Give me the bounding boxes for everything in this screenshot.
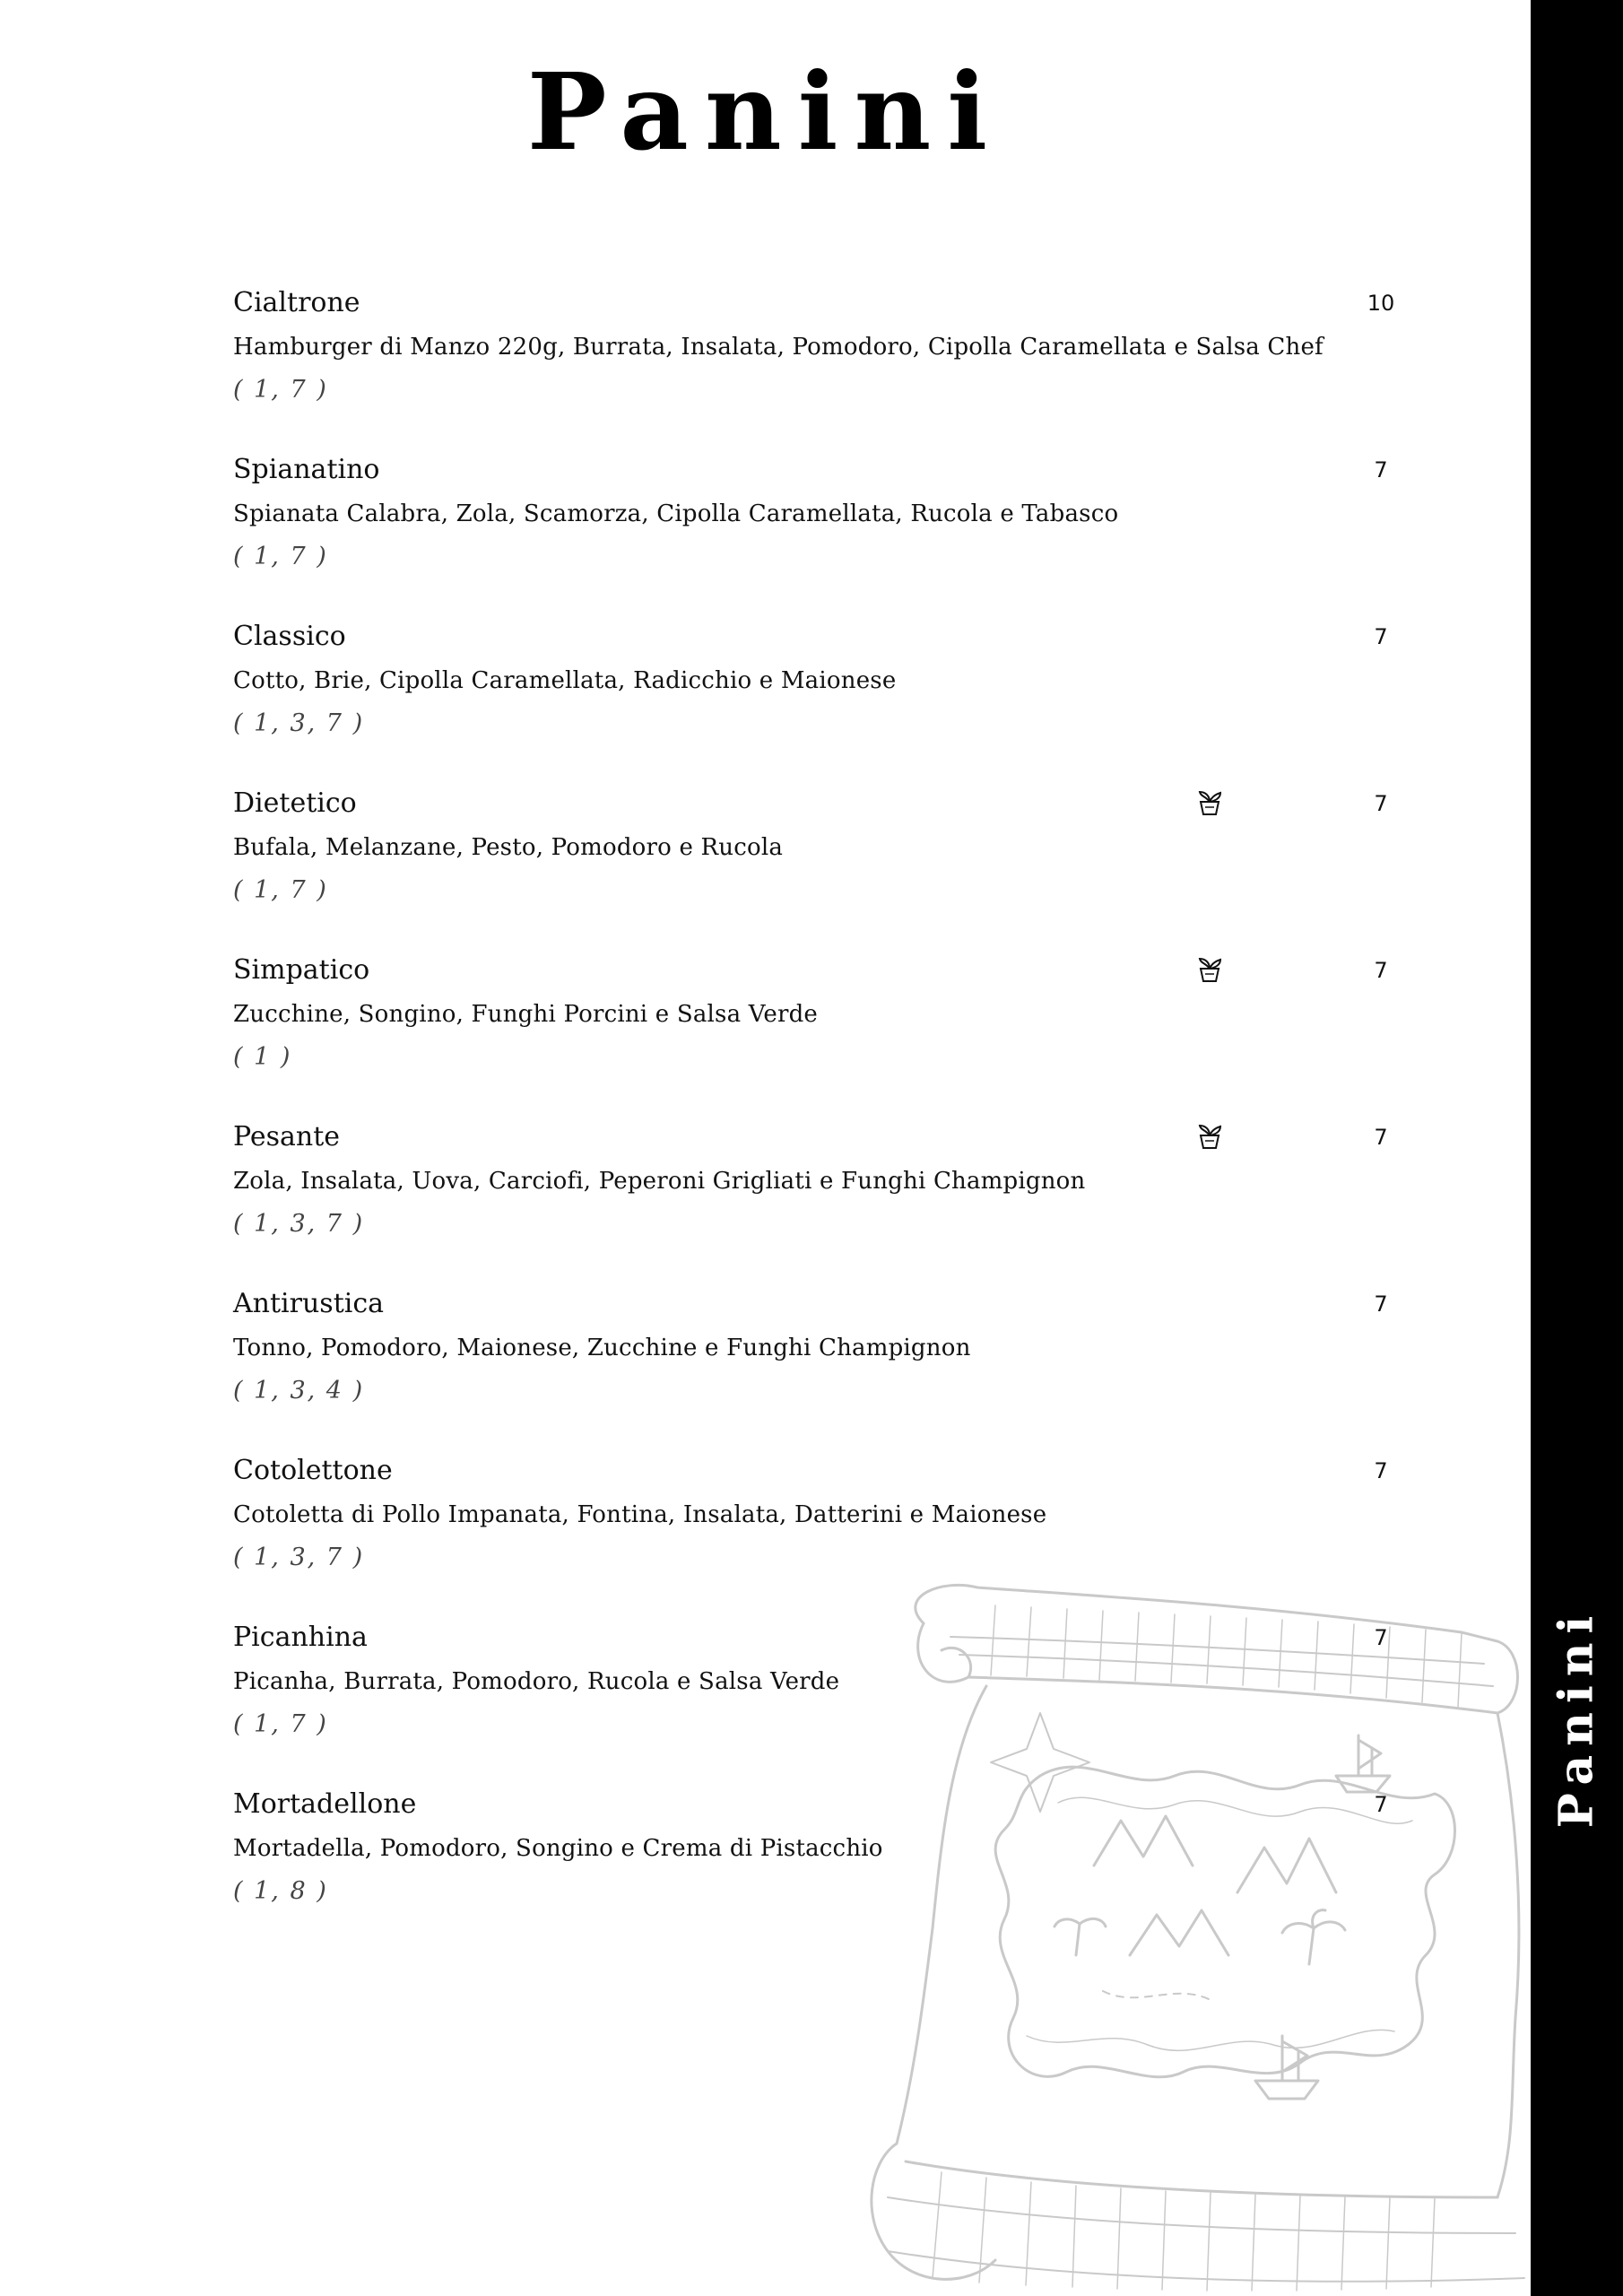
item-description: Mortadella, Pomodoro, Songino e Crema di Pistacchio [233,1835,883,1862]
item-price: 7 [1374,1125,1388,1150]
side-band [1531,0,1623,2296]
menu-item [233,1788,1399,1955]
item-allergens: ( 1, 3, 7 ) [233,1544,365,1571]
item-name: Antirustica [233,1288,385,1319]
item-description: Hamburger di Manzo 220g, Burrata, Insalata, Pomodoro, Cipolla Caramellata e Salsa Chef [233,334,1324,361]
item-description: Spianata Calabra, Zola, Scamorza, Cipolla Caramellata, Rucola e Tabasco [233,500,1119,527]
item-name: Cotolettone [233,1455,393,1486]
page-title: Panini [526,49,1004,174]
item-description: Tonno, Pomodoro, Maionese, Zucchine e Funghi Champignon [233,1335,971,1361]
item-allergens: ( 1, 7 ) [233,543,328,570]
menu-list [233,287,1399,1955]
item-price: 7 [1374,958,1388,983]
vegetarian-icon [1195,956,1224,985]
item-price: 10 [1367,291,1395,316]
item-allergens: ( 1, 7 ) [233,1710,328,1738]
menu-item [233,287,1399,454]
item-name: Pesante [233,1121,341,1152]
item-name: Dietetico [233,787,357,819]
item-name: Classico [233,621,346,652]
item-name: Cialtrone [233,287,360,318]
menu-item [233,787,1399,954]
item-allergens: ( 1, 7 ) [233,876,328,904]
item-description: Zola, Insalata, Uova, Carciofi, Peperoni Grigliati e Funghi Champignon [233,1168,1086,1195]
menu-item [233,1121,1399,1288]
item-allergens: ( 1, 7 ) [233,376,328,404]
item-allergens: ( 1, 8 ) [233,1877,328,1905]
item-allergens: ( 1, 3, 7 ) [233,1210,365,1238]
vegetarian-icon [1195,789,1224,818]
item-allergens: ( 1 ) [233,1043,292,1071]
item-price: 7 [1374,624,1388,649]
item-description: Cotto, Brie, Cipolla Caramellata, Radicchio e Maionese [233,667,897,694]
item-price: 7 [1374,1292,1388,1317]
item-price: 7 [1374,791,1388,816]
item-price: 7 [1374,1625,1388,1650]
item-name: Mortadellone [233,1788,417,1820]
item-description: Cotoletta di Pollo Impanata, Fontina, Insalata, Datterini e Maionese [233,1501,1047,1528]
menu-item [233,454,1399,621]
item-name: Spianatino [233,454,380,485]
item-name: Picanhina [233,1622,368,1653]
side-section-label: Panini [1549,1606,1604,1829]
menu-item [233,1288,1399,1455]
item-description: Picanha, Burrata, Pomodoro, Rucola e Salsa Verde [233,1668,840,1695]
item-price: 7 [1374,1458,1388,1483]
menu-item [233,954,1399,1121]
menu-item [233,1455,1399,1622]
vegetarian-icon [1195,1123,1224,1152]
menu-item [233,621,1399,787]
item-price: 7 [1374,457,1388,483]
item-allergens: ( 1, 3, 4 ) [233,1377,365,1405]
item-name: Simpatico [233,954,370,986]
item-price: 7 [1374,1792,1388,1817]
item-description: Bufala, Melanzane, Pesto, Pomodoro e Rucola [233,834,784,861]
item-allergens: ( 1, 3, 7 ) [233,709,365,737]
item-description: Zucchine, Songino, Funghi Porcini e Salsa Verde [233,1001,818,1028]
menu-item [233,1622,1399,1788]
